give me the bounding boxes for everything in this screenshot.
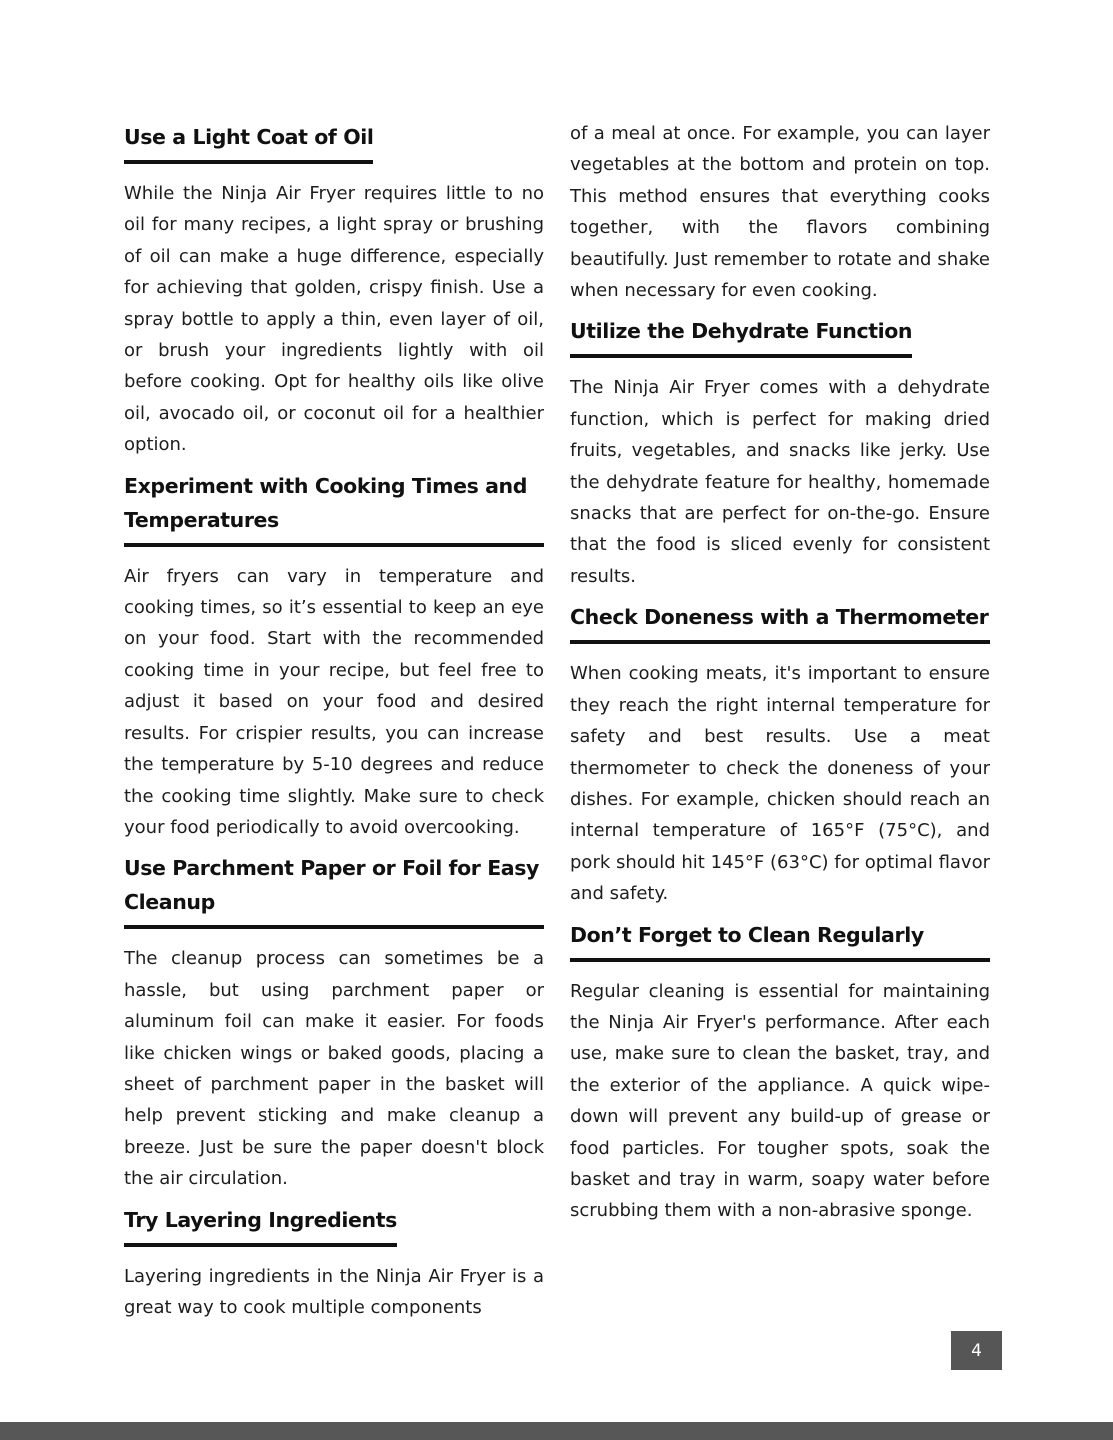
footer-bar — [0, 1422, 1113, 1440]
section-heading: Check Doneness with a Thermometer — [570, 600, 990, 644]
section-heading: Don’t Forget to Clean Regularly — [570, 918, 990, 962]
section-heading: Experiment with Cooking Times and Temperatures — [124, 469, 544, 547]
section-dehydrate — [570, 314, 990, 592]
section-light-coat-of-oil — [124, 120, 544, 461]
section-body: The cleanup process can sometimes be a hassle, but using parchment paper or aluminum foil can make it easier. For foods like chicken wings or baked goods, placing a sheet of parchment paper in the basket will help prevent sticking and make cleanup a breeze. Just be sure the paper doesn't block the air circulation. — [124, 948, 544, 1190]
section-body: Regular cleaning is essential for maintaining the Ninja Air Fryer's performance. After each use, make sure to clean the basket, tray, and the exterior of the appliance. A quick wipe-down will prevent any build-up of grease or food particles. For tougher spots, soak the basket and tray in warm, soapy water before scrubbing them with a non-abrasive sponge. — [570, 980, 990, 1222]
page-number: 4 — [951, 1331, 1002, 1370]
section-clean-regularly — [570, 918, 990, 1227]
right-column — [570, 118, 990, 1235]
section-continuation — [570, 118, 990, 306]
section-parchment-paper — [124, 851, 544, 1194]
section-thermometer — [570, 600, 990, 909]
section-cooking-times — [124, 469, 544, 844]
section-layering — [124, 1203, 544, 1324]
section-heading: Utilize the Dehydrate Function — [570, 314, 912, 358]
section-body: The Ninja Air Fryer comes with a dehydrate function, which is perfect for making dried fruits, vegetables, and snacks like jerky. Use the dehydrate feature for healthy, homemade snacks that are perfect for on-the-go. Ensure that the food is sliced evenly for consistent results. — [570, 377, 990, 587]
left-column — [124, 120, 544, 1331]
section-heading: Use a Light Coat of Oil — [124, 120, 373, 164]
section-body: While the Ninja Air Fryer requires little to no oil for many recipes, a light spray or brushing of oil can make a huge difference, especially for achieving that golden, crispy finish. Use a spray bottle to apply a thin, even layer of oil, or brush your ingredients lightly with oil before cooking. Opt for healthy oils like olive oil, avocado oil, or coconut oil for a healthier option. — [124, 183, 544, 456]
section-body: When cooking meats, it's important to ensure they reach the right internal temperature for safety and best results. Use a meat thermometer to check the doneness of your dishes. For example, chicken should reach an internal temperature of 165°F (75°C), and pork should hit 145°F (63°C) for optimal flavor and safety. — [570, 663, 990, 905]
continuation-text: of a meal at once. For example, you can layer vegetables at the bottom and protein on top. This method ensures that everything cooks together, with the flavors combining beautifully. Just remember to rotate and shake when necessary for even cooking. — [570, 123, 990, 302]
section-heading: Use Parchment Paper or Foil for Easy Cleanup — [124, 851, 544, 929]
section-body: Layering ingredients in the Ninja Air Fryer is a great way to cook multiple components — [124, 1265, 544, 1318]
section-heading: Try Layering Ingredients — [124, 1203, 397, 1247]
section-body: Air fryers can vary in temperature and cooking times, so it’s essential to keep an eye on your food. Start with the recommended cooking time in your recipe, but feel free to adjust it based on your food and desired results. For crispier results, you can increase the temperature by 5-10 degrees and reduce the cooking time slightly. Make sure to check your food periodically to avoid overcooking. — [124, 565, 544, 838]
